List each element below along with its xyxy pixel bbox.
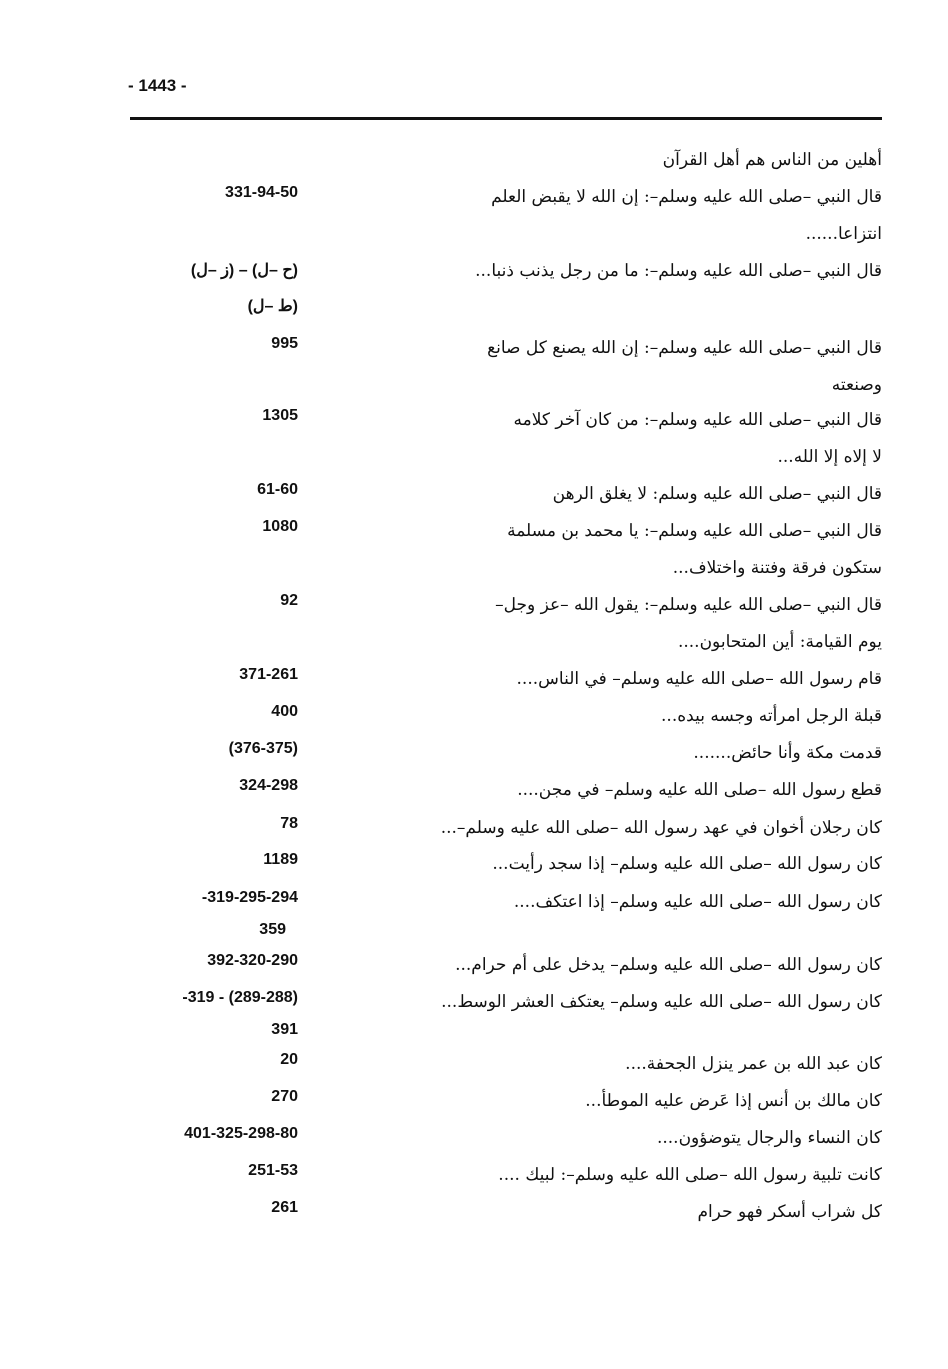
entry-text-line: قال النبي –صلى الله عليه وسلم–: إن الله يصنع كل صانع [487, 338, 882, 358]
entry-page-ref: 1189 [263, 851, 298, 868]
entry-text-line: كان رسول الله –صلى الله عليه وسلم– إذا اعتكف.... [513, 892, 882, 912]
entry-page-ref: 401-325-298-80 [184, 1125, 298, 1142]
entry-text-line: قطع رسول الله –صلى الله عليه وسلم– في مجن.... [517, 780, 882, 800]
entry-page-ref: 61-60 [257, 481, 298, 498]
entry-text-line: قال النبي –صلى الله عليه وسلم–: يقول الله –عز وجل– [495, 595, 882, 615]
entry-text-line: كل شراب أسكر فهو حرام [697, 1202, 882, 1222]
entry-text-line: ستكون فرقة وفتنة واختلاف... [672, 558, 882, 578]
entry-text-line: كان رسول الله –صلى الله عليه وسلم– يدخل على أم حرام... [455, 955, 882, 975]
entry-page-ref: 995 [271, 335, 298, 352]
entry-text-line: قبلة الرجل امرأته وجسه بيده... [661, 706, 882, 726]
entry-text-line: قام رسول الله –صلى الله عليه وسلم– في الناس.... [516, 669, 882, 689]
entry-text-line: لا إلاه إلا الله... [777, 447, 882, 467]
entry-page-ref: 371-261 [239, 666, 298, 683]
entry-text-line: أهلين من الناس هم أهل القرآن [662, 150, 882, 170]
entry-page-ref: 400 [271, 703, 298, 720]
entry-text-line: قال النبي –صلى الله عليه وسلم–: يا محمد بن مسلمة [507, 521, 882, 541]
entry-page-ref: 359 [259, 921, 286, 938]
entry-text-line: قال النبي –صلى الله عليه وسلم–: إن الله لا يقبض العلم [491, 187, 882, 207]
entry-page-ref: 20 [280, 1051, 298, 1068]
entry-page-ref: 1080 [262, 518, 298, 535]
entry-page-ref: -319-295-294 [201, 889, 298, 906]
entry-page-ref: -319 - (289-288) [182, 989, 298, 1006]
entry-text-line: كان رسول الله –صلى الله عليه وسلم– يعتكف العشر الوسط... [441, 992, 882, 1012]
entry-page-ref: 92 [280, 592, 298, 609]
entry-page-ref: 251-53 [248, 1162, 298, 1179]
entry-text-line: قال النبي –صلى الله عليه وسلم: لا يغلق الرهن [552, 484, 882, 504]
entry-text-line: وصنعته [831, 375, 882, 395]
entry-text-line: قدمت مكة وأنا حائض....... [693, 743, 882, 763]
entry-text-line: كان مالك بن أنس إذا عَرض عليه الموطأ... [585, 1091, 882, 1111]
entry-page-ref: 324-298 [239, 777, 298, 794]
entry-text-line: كان رجلان أخوان في عهد رسول الله –صلى الله عليه وسلم–... [440, 818, 882, 838]
entry-page-ref: 1305 [262, 407, 298, 424]
entry-page-ref: 261 [271, 1199, 298, 1216]
entry-text-line: كان رسول الله –صلى الله عليه وسلم– إذا سجد رأيت... [492, 854, 882, 874]
entry-page-ref: (ط –ل) [247, 298, 298, 315]
page-number: - 1443 - [128, 76, 187, 95]
entry-text-line: قال النبي –صلى الله عليه وسلم–: من كان آخر كلامه [513, 410, 882, 430]
entry-page-ref: 392-320-290 [207, 952, 298, 969]
entry-page-ref: 331-94-50 [225, 184, 298, 201]
entry-page-ref: (376-375) [228, 740, 298, 757]
entry-page-ref: 270 [271, 1088, 298, 1105]
entry-text-line: كان النساء والرجال يتوضؤون.... [656, 1128, 882, 1148]
entry-page-ref: (ز –ل) – (ح –ل) [190, 262, 298, 279]
entry-page-ref: 78 [280, 815, 298, 832]
entry-text-line: قال النبي –صلى الله عليه وسلم–: ما من رجل يذنب ذنبا... [475, 261, 882, 281]
entry-page-ref: 391 [271, 1021, 298, 1038]
entry-text-line: انتزاعا...... [805, 224, 882, 244]
entry-text-line: كانت تلبية رسول الله –صلى الله عليه وسلم–: لبيك .... [498, 1165, 882, 1185]
entry-text-line: يوم القيامة: أين المتحابون.... [677, 632, 882, 652]
entry-text-line: كان عبد الله بن عمر ينزل الجحفة.... [625, 1054, 882, 1074]
header-rule [130, 117, 882, 120]
